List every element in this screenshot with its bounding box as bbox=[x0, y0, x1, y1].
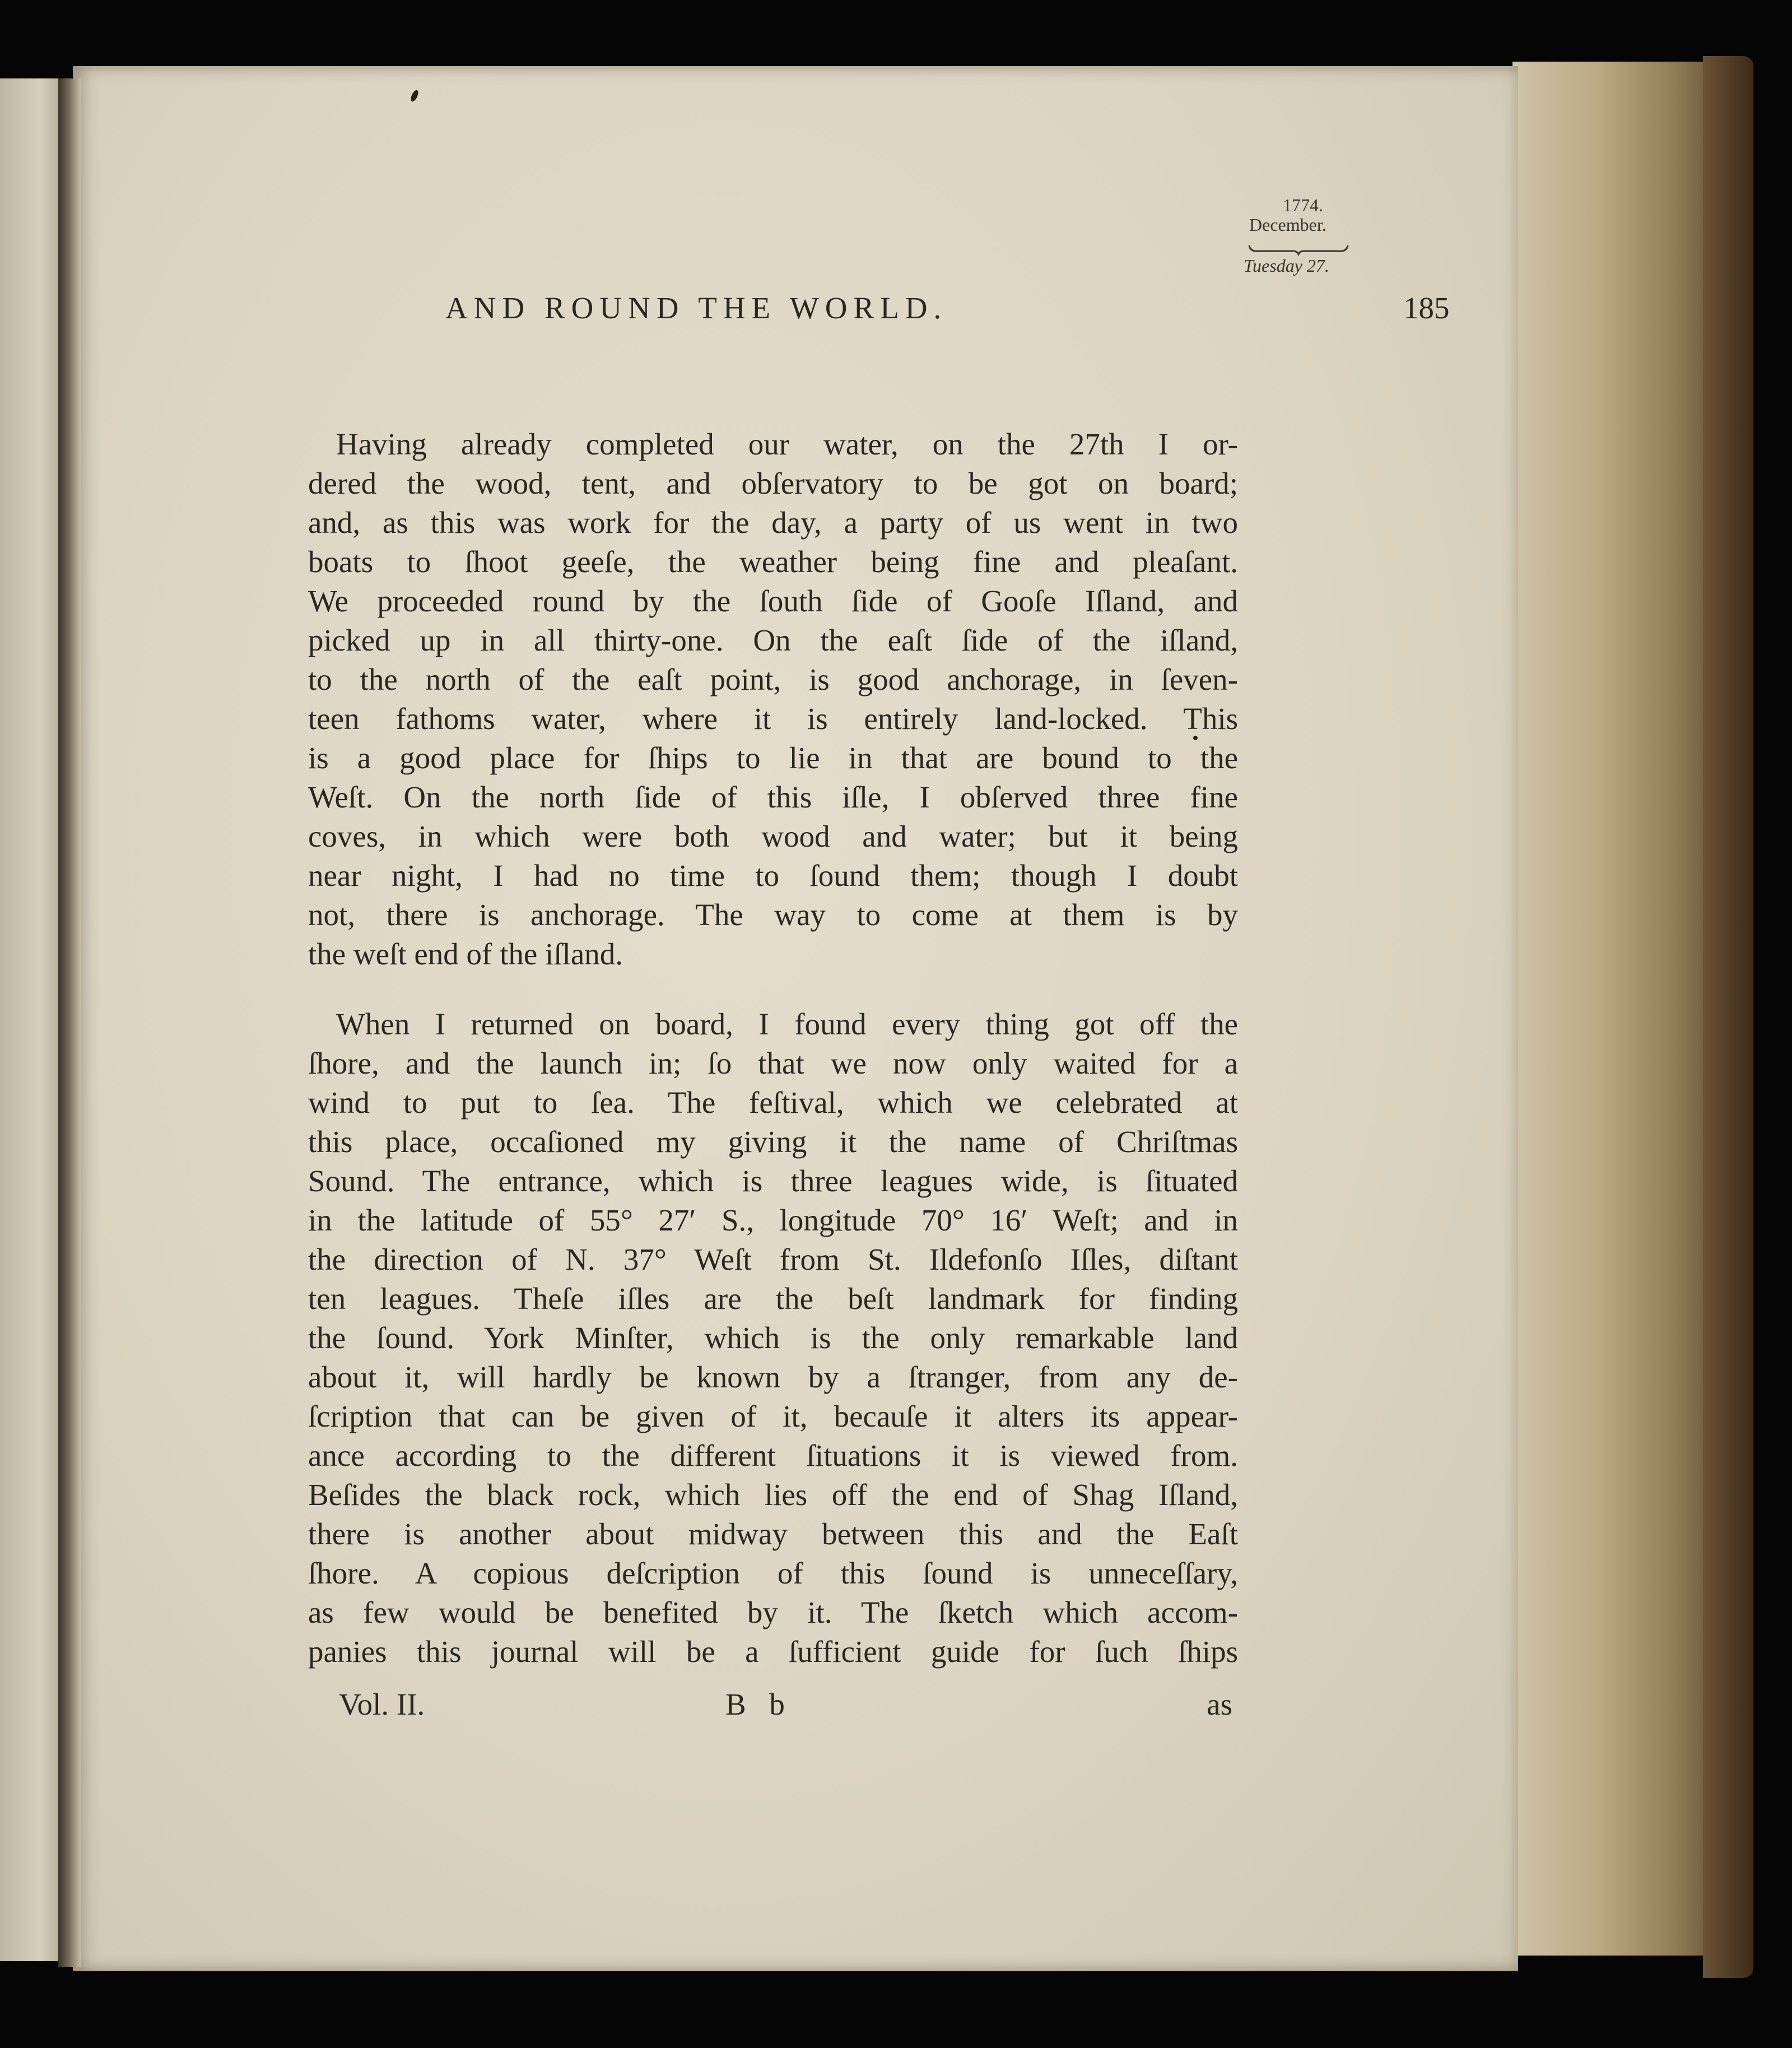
margin-note-brace bbox=[1248, 243, 1349, 256]
text-line: dered the wood, tent, and obſervatory to be got on board; bbox=[308, 466, 1238, 500]
text-line: the weſt end of the iſland. bbox=[308, 937, 623, 971]
text-line: ſcription that can be given of it, becauſe it alters its appear- bbox=[308, 1399, 1238, 1433]
signature-mark: B b bbox=[725, 1687, 793, 1721]
page-footer bbox=[308, 1687, 1238, 1726]
text-line: this place, occaſioned my giving it the name of Chriſtmas bbox=[308, 1125, 1238, 1159]
text-line: near night, I had no time to ſound them; though I doubt bbox=[308, 858, 1238, 893]
ink-speck bbox=[409, 89, 420, 103]
text-line: ten leagues. Theſe iſles are the beſt landmark for finding bbox=[308, 1281, 1238, 1316]
catchword: as bbox=[1207, 1687, 1232, 1721]
book-page bbox=[73, 66, 1518, 1971]
text-line: ſhore, and the launch in; ſo that we now only waited for a bbox=[308, 1046, 1238, 1080]
text-line: to the north of the eaſt point, is good anchorage, in ſeven- bbox=[308, 662, 1238, 696]
text-line: is a good place for ſhips to lie in that are bound to the bbox=[308, 741, 1238, 775]
text-line: When I returned on board, I found every thing got off the bbox=[336, 1007, 1238, 1041]
text-line: the ſound. York Minſter, which is the only remarkable land bbox=[308, 1321, 1238, 1355]
ink-speck bbox=[1193, 736, 1198, 740]
page-number: 185 bbox=[1403, 291, 1450, 325]
text-line: Having already completed our water, on the 27th I or- bbox=[336, 427, 1238, 461]
text-line: in the latitude of 55° 27′ S., longitude 70° 16′ Weſt; and in bbox=[308, 1203, 1238, 1237]
margin-note-year: 1774. bbox=[1283, 195, 1323, 215]
running-head bbox=[308, 290, 1450, 341]
text-line: as few would be benefited by it. The ſketch which accom- bbox=[308, 1595, 1238, 1629]
text-line: ſhore. A copious deſcription of this ſound is unneceſſary, bbox=[308, 1556, 1238, 1590]
text-line: Sound. The entrance, which is three leagues wide, is ſituated bbox=[308, 1164, 1238, 1198]
text-line: picked up in all thirty-one. On the eaſt ſide of the iſland, bbox=[308, 623, 1238, 657]
text-line: Weſt. On the north ſide of this iſle, I obſerved three fine bbox=[308, 780, 1238, 814]
running-title: AND ROUND THE WORLD. bbox=[445, 291, 948, 325]
text-line: panies this journal will be a ſufficient guide for ſuch ſhips bbox=[308, 1634, 1238, 1669]
text-line: coves, in which were both wood and water; but it being bbox=[308, 819, 1238, 853]
book-fore-edge bbox=[1512, 62, 1731, 1956]
text-line: Beſides the black rock, which lies off the end of Shag Iſland, bbox=[308, 1478, 1238, 1512]
margin-note-month: December. bbox=[1249, 215, 1326, 235]
previous-page-edge bbox=[0, 78, 66, 1961]
text-line: not, there is anchorage. The way to come at them is by bbox=[308, 898, 1238, 932]
book-gutter bbox=[58, 78, 81, 1967]
book-cover-edge bbox=[1703, 56, 1753, 1978]
text-line: about it, will hardly be known by a ſtranger, from any de- bbox=[308, 1360, 1238, 1394]
text-line: ance according to the different ſituations it is viewed from. bbox=[308, 1438, 1238, 1473]
text-line: We proceeded round by the ſouth ſide of Gooſe Iſland, and bbox=[308, 584, 1238, 618]
text-line: boats to ſhoot geeſe, the weather being fine and pleaſant. bbox=[308, 545, 1238, 579]
text-line: the direction of N. 37° Weſt from St. Ildefonſo Iſles, diſtant bbox=[308, 1242, 1238, 1276]
text-line: and, as this was work for the day, a party of us went in two bbox=[308, 505, 1238, 540]
text-line: wind to put to ſea. The feſtival, which we celebrated at bbox=[308, 1085, 1238, 1120]
text-line: there is another about midway between this and the Eaſt bbox=[308, 1517, 1238, 1551]
margin-note-day: Tuesday 27. bbox=[1244, 256, 1329, 276]
volume-label: Vol. II. bbox=[339, 1687, 425, 1721]
text-line: teen fathoms water, where it is entirely land-locked. This bbox=[308, 702, 1238, 736]
